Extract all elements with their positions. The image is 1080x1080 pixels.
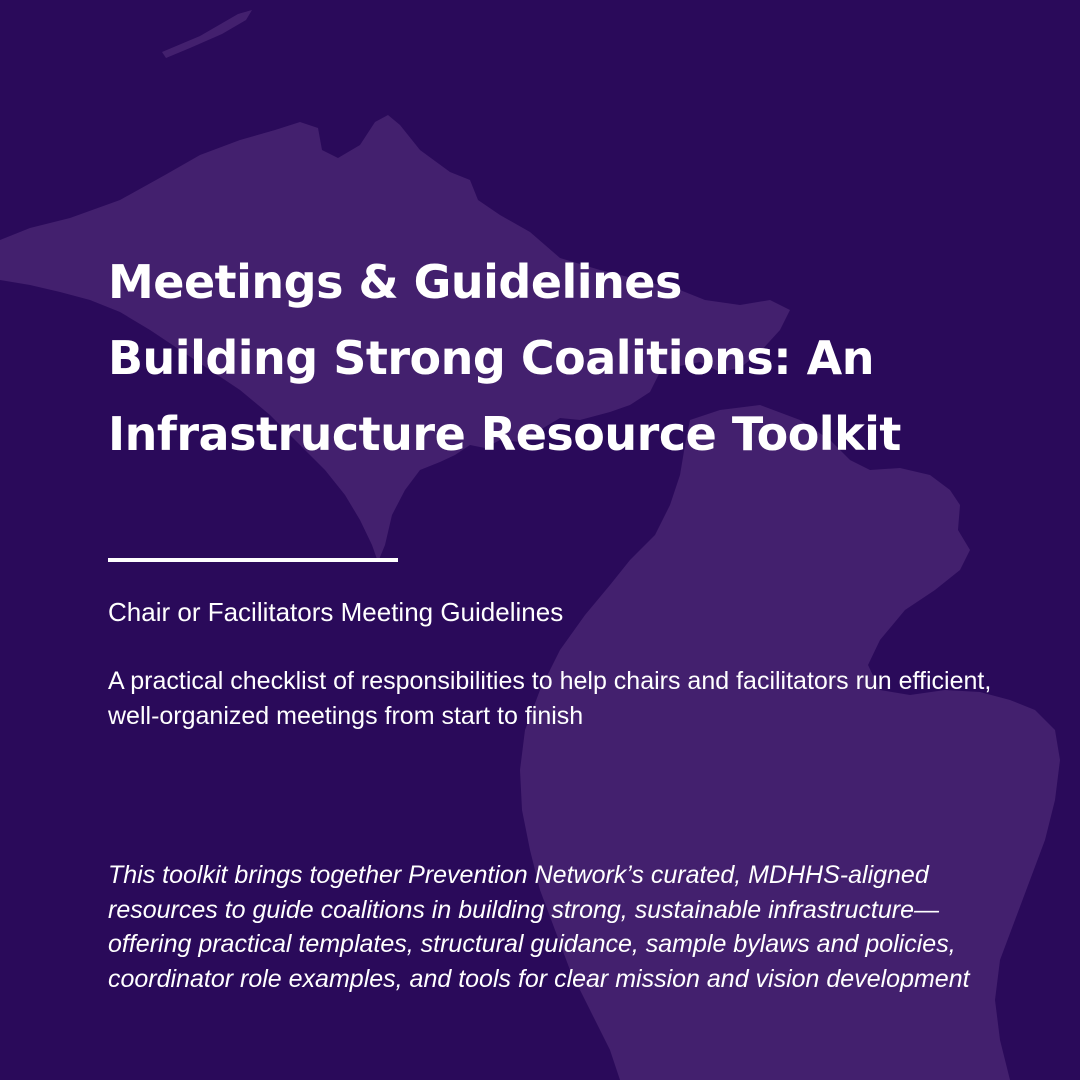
page-title [108, 244, 901, 472]
section-subtitle: Chair or Facilitators Meeting Guidelines [108, 597, 564, 627]
title-line-3: Infrastructure Resource Toolkit [108, 407, 901, 461]
section-description: A practical checklist of responsibilities to help chairs and facilitators run efficient, well-organized meetings from start to finish [108, 667, 992, 730]
isle-royale-shape [162, 10, 252, 58]
title-line-2: Building Strong Coalitions: An [108, 331, 875, 385]
title-line-1: Meetings & Guidelines [108, 255, 682, 309]
toolkit-blurb: This toolkit brings together Prevention Network’s curated, MDHHS-aligned resources to guide coalitions in building strong, sustainable infrastructure—offering practical templates, structural guidance, sample bylaws and policies, coordinator role examples, and tools for clear mission and vision development [108, 861, 970, 993]
divider-line [108, 558, 398, 562]
